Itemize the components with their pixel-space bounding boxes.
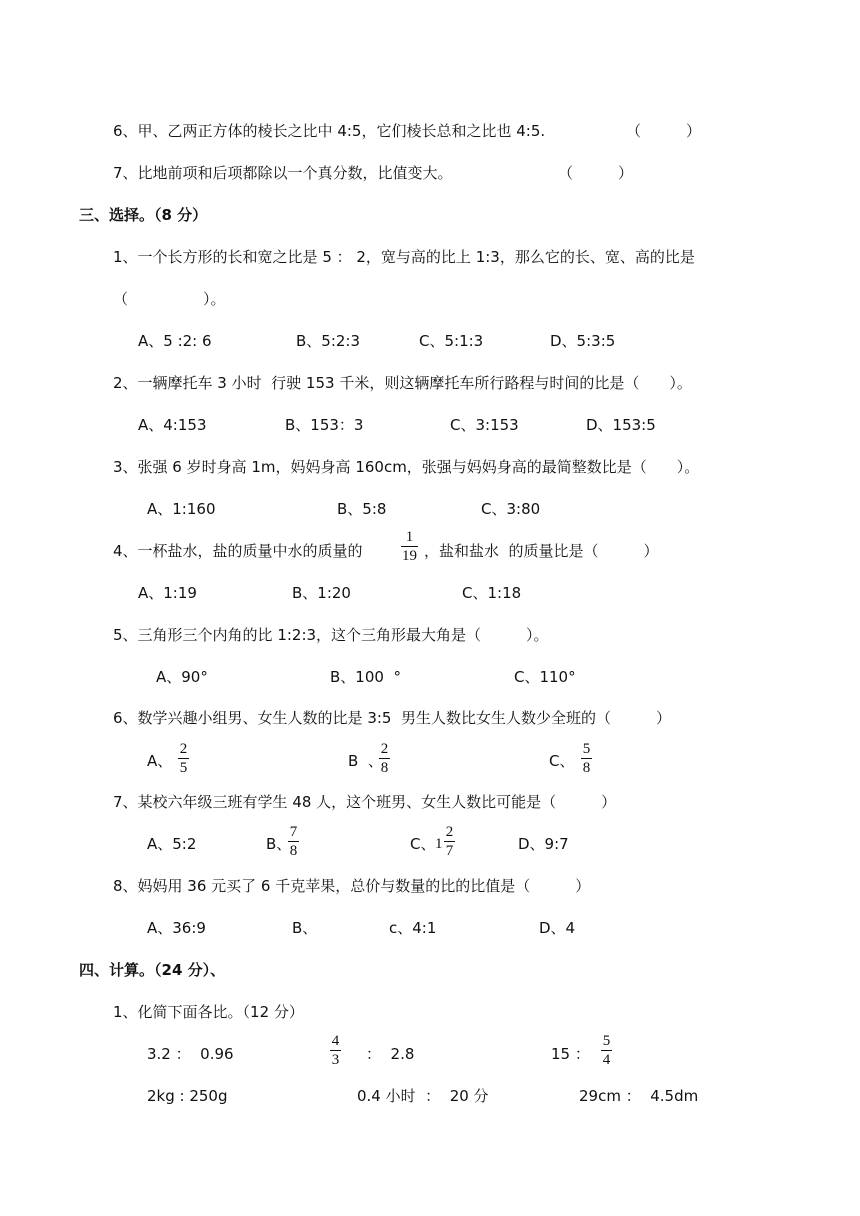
fraction-denominator: 8 [582, 760, 591, 776]
fraction-denominator: 8 [289, 843, 298, 859]
choice-q4-option-c[interactable]: C、1:18 [462, 584, 522, 602]
choice-q7-option-c-label[interactable]: C、 [410, 835, 436, 853]
choice-q8-option-b[interactable]: B、 [292, 919, 318, 937]
choice-q2-text: 2、一辆摩托车 3 小时 行驶 153 千米，则这辆摩托车所行路程与时间的比是（ ）。 [113, 374, 692, 392]
section-4-heading: 四、计算。（24 分）、 [79, 961, 226, 979]
choice-q2-option-b[interactable]: B、153：3 [285, 416, 364, 434]
fraction-denominator: 8 [380, 760, 389, 776]
choice-q6-option-a-label[interactable]: A、 [147, 752, 173, 770]
choice-q3-option-a[interactable]: A、1:160 [147, 500, 216, 518]
choice-q2-option-d[interactable]: D、153:5 [586, 416, 656, 434]
fraction-numerator: 2 [380, 741, 389, 757]
fraction-bar [401, 546, 418, 547]
choice-q6-option-b-label[interactable]: B 、 [348, 752, 383, 770]
calc-row1-item-c-left: 15 ： [551, 1045, 590, 1063]
question-7-answer-blank[interactable]: （ ） [558, 164, 634, 182]
calc-row1-item-c-fraction [601, 1033, 612, 1068]
fraction-denominator: 7 [445, 843, 454, 859]
choice-q1-option-d[interactable]: D、5:3:5 [550, 332, 616, 350]
calc-q1-title: 1、化简下面各比。（12 分） [113, 1003, 304, 1021]
fraction-denominator: 3 [331, 1052, 340, 1068]
calc-row1-item-b-fraction [330, 1033, 341, 1068]
fraction-bar [178, 758, 189, 759]
choice-q5-text: 5、三角形三个内角的比 1:2:3，这个三角形最大角是（ ）。 [113, 626, 549, 644]
fraction-denominator: 5 [179, 760, 188, 776]
fraction-numerator: 5 [582, 741, 591, 757]
choice-q5-option-c[interactable]: C、110° [514, 668, 576, 686]
choice-q7-option-b-label[interactable]: B、 [266, 835, 292, 853]
fraction-numerator: 7 [289, 824, 298, 840]
choice-q8-text: 8、妈妈用 36 元买了 6 千克苹果，总价与数量的比的比值是（ ） [113, 877, 591, 895]
section-3-heading: 三、选择。（8 分） [79, 206, 208, 224]
choice-q7-option-b-fraction [288, 824, 299, 859]
fraction-bar [288, 841, 299, 842]
choice-q4-fraction [401, 529, 418, 564]
fraction-numerator: 1 [405, 529, 414, 545]
choice-q3-option-c[interactable]: C、3:80 [481, 500, 541, 518]
choice-q3-text: 3、张强 6 岁时身高 1m，妈妈身高 160cm，张强与妈妈身高的最简整数比是（ ）。 [113, 458, 700, 476]
fraction-bar [601, 1050, 612, 1051]
calc-row1-item-a: 3.2 ： 0.96 [147, 1045, 234, 1063]
choice-q7-option-a[interactable]: A、5:2 [147, 835, 197, 853]
choice-q6-option-c-label[interactable]: C、 [549, 752, 575, 770]
choice-q1-option-a[interactable]: A、5 :2: 6 [138, 332, 212, 350]
choice-q4-text-before: 4、一杯盐水，盐的质量中水的质量的 [113, 542, 363, 560]
choice-q3-option-b[interactable]: B、5:8 [337, 500, 387, 518]
fraction-numerator: 2 [445, 824, 454, 840]
choice-q1-line1: 1、一个长方形的长和宽之比是 5 ： 2，宽与高的比上 1:3，那么它的长、宽、高的比是 [113, 248, 695, 266]
choice-q6-text: 6、数学兴趣小组男、女生人数的比是 3:5 男生人数比女生人数少全班的（ ） [113, 709, 671, 727]
calc-row1-item-b-rest: ： 2.8 [366, 1045, 415, 1063]
fraction-bar [330, 1050, 341, 1051]
choice-q8-option-d[interactable]: D、4 [539, 919, 576, 937]
choice-q7-text: 7、某校六年级三班有学生 48 人，这个班男、女生人数比可能是（ ） [113, 793, 617, 811]
choice-q7-option-c-fraction [444, 824, 455, 859]
choice-q7-option-d[interactable]: D、9:7 [518, 835, 569, 853]
calc-row2-item-b: 0.4 小时 ： 20 分 [357, 1087, 489, 1105]
choice-q8-option-c[interactable]: c、4:1 [389, 919, 437, 937]
choice-q4-text-after: ，盐和盐水 的质量比是（ ） [424, 542, 659, 560]
choice-q2-option-c[interactable]: C、3:153 [450, 416, 519, 434]
question-7-text: 7、比地前项和后项都除以一个真分数，比值变大。 [113, 164, 453, 182]
choice-q1-line2[interactable]: （ ）。 [113, 290, 226, 308]
choice-q6-option-b-fraction [379, 741, 390, 776]
fraction-numerator: 4 [331, 1033, 340, 1049]
choice-q4-option-a[interactable]: A、1:19 [138, 584, 197, 602]
choice-q7-option-c-whole: 1 [435, 836, 443, 852]
fraction-bar [379, 758, 390, 759]
choice-q8-option-a[interactable]: A、36:9 [147, 919, 206, 937]
calc-row2-item-c: 29cm ： 4.5dm [579, 1087, 699, 1105]
choice-q6-option-a-fraction [178, 741, 189, 776]
fraction-denominator: 19 [402, 548, 417, 564]
fraction-numerator: 2 [179, 741, 188, 757]
choice-q1-option-b[interactable]: B、5:2:3 [296, 332, 361, 350]
calc-row2-item-a: 2kg : 250g [147, 1087, 228, 1105]
choice-q5-option-b[interactable]: B、100 ° [330, 668, 401, 686]
choice-q4-option-b[interactable]: B、1:20 [292, 584, 351, 602]
choice-q5-option-a[interactable]: A、90° [156, 668, 208, 686]
fraction-bar [581, 758, 592, 759]
question-6-text: 6、甲、乙两正方体的棱长之比中 4:5，它们棱长总和之比也 4:5. [113, 122, 546, 140]
fraction-bar [444, 841, 455, 842]
question-6-answer-blank[interactable]: （ ） [626, 122, 702, 140]
fraction-denominator: 4 [602, 1052, 611, 1068]
choice-q1-option-c[interactable]: C、5:1:3 [419, 332, 484, 350]
fraction-numerator: 5 [602, 1033, 611, 1049]
choice-q6-option-c-fraction [581, 741, 592, 776]
choice-q2-option-a[interactable]: A、4:153 [138, 416, 207, 434]
